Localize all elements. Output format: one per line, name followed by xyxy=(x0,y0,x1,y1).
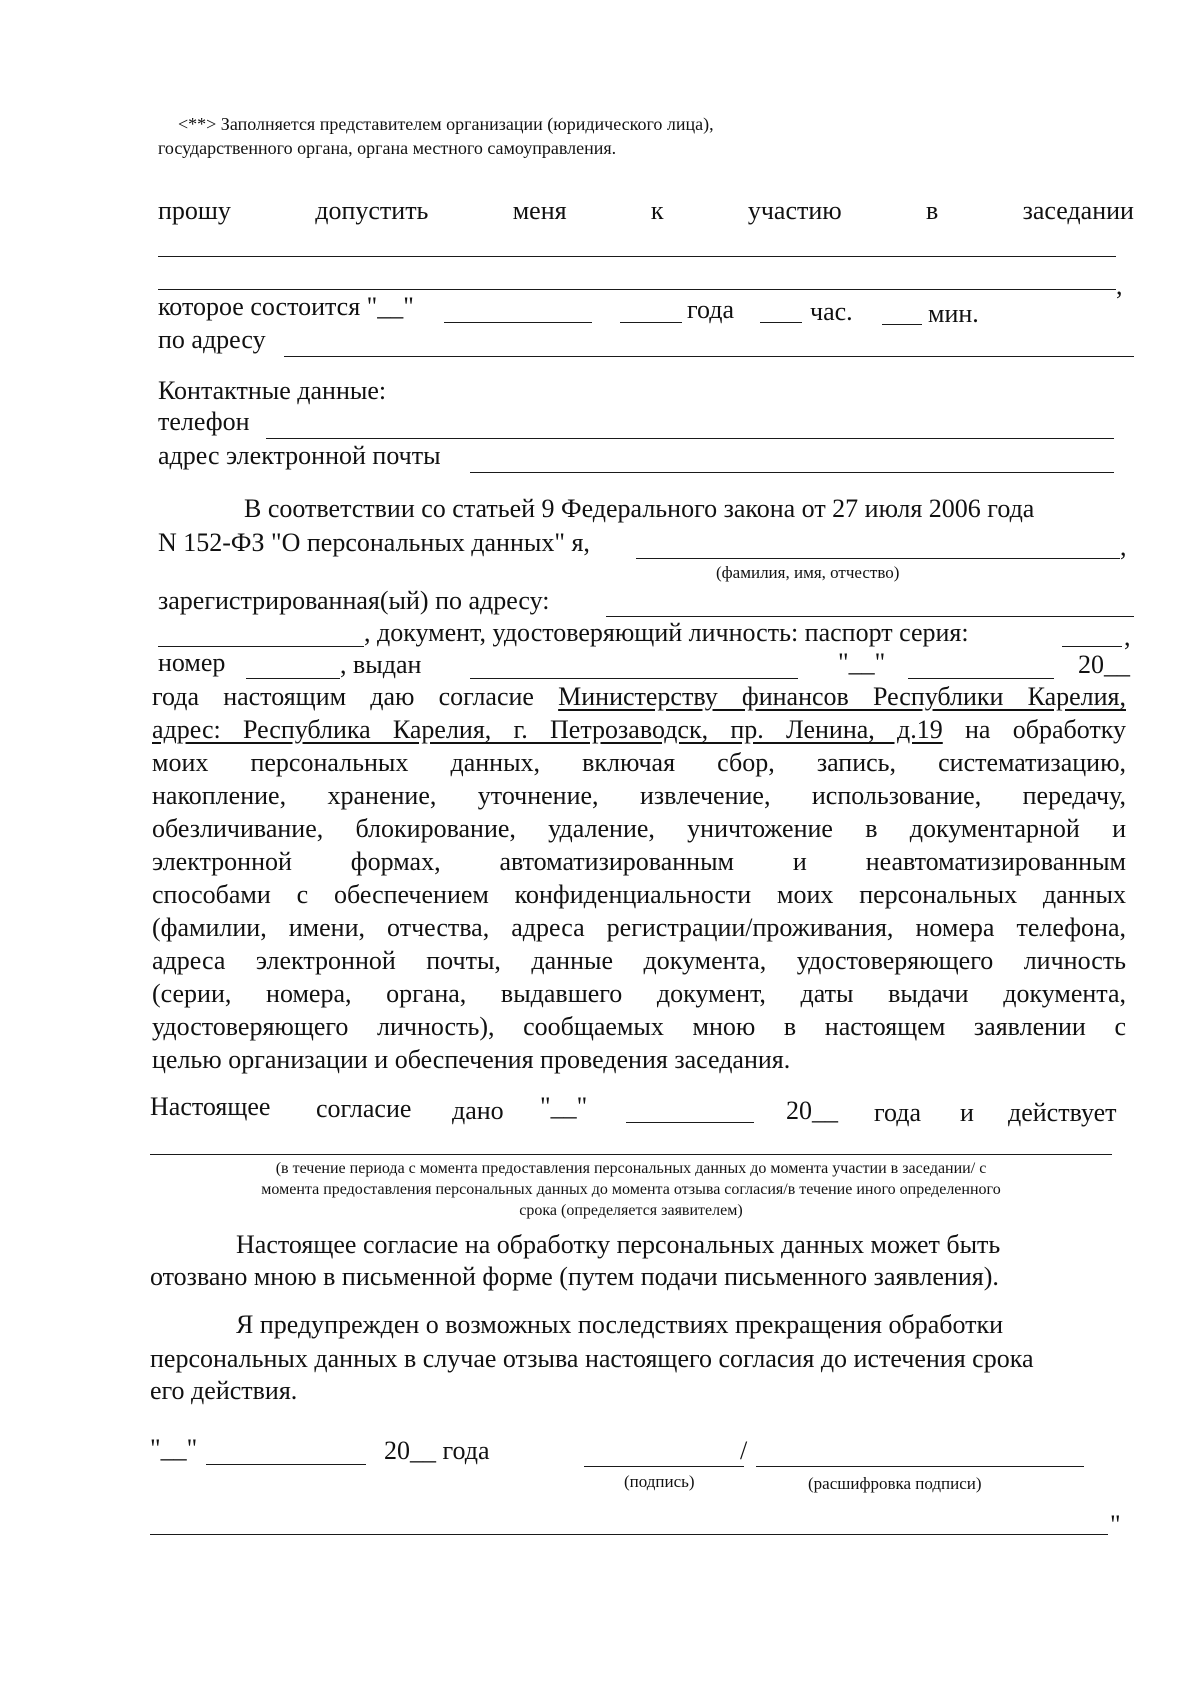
validity-word: года xyxy=(874,1098,922,1127)
validity-caption-2: момента предоставления персональных данных до момента отзыва согласия/в течение иного определенного xyxy=(261,1181,1001,1198)
validity-month-field[interactable] xyxy=(626,1122,754,1123)
doc-label: , документ, удостоверяющий личность: паспорт серия: xyxy=(364,618,969,647)
request-word: прошу xyxy=(158,196,231,225)
validity-word: действует xyxy=(1008,1098,1117,1127)
validity-caption-1: (в течение периода с момента предоставления персональных данных до момента участии в заседании/ с xyxy=(275,1160,987,1177)
held-month-field[interactable] xyxy=(444,322,592,323)
issue-month-field[interactable] xyxy=(908,678,1054,679)
validity-word: Настоящее xyxy=(150,1092,271,1121)
meeting-name-field-2[interactable] xyxy=(158,289,1116,290)
validity-year: 20__ xyxy=(786,1096,838,1125)
validity-word: дано xyxy=(452,1096,504,1125)
consent-body-line: адреса электронной почты, данные документа, удостоверяющего личность xyxy=(152,946,1126,975)
consent-text: года настоящим даю согласие xyxy=(152,682,559,711)
request-line xyxy=(158,196,1134,226)
signature-field[interactable] xyxy=(584,1466,744,1467)
validity-word: согласие xyxy=(316,1094,412,1123)
minute-label: мин. xyxy=(928,299,979,328)
warning-line-3: его действия. xyxy=(150,1376,298,1405)
request-word: в xyxy=(925,196,939,225)
signature-year: 20__ года xyxy=(384,1436,490,1465)
signature-decoding-field[interactable] xyxy=(756,1466,1084,1467)
number-label: номер xyxy=(158,648,226,677)
consent-line-ministry xyxy=(152,682,1126,712)
consent-line-2: N 152-ФЗ "О персональных данных" я, xyxy=(158,528,590,557)
phone-field[interactable] xyxy=(266,438,1114,439)
registered-label: зарегистрированная(ый) по адресу: xyxy=(158,586,550,615)
warning-line-2: персональных данных в случае отзыва настоящего согласия до истечения срока xyxy=(150,1344,1034,1373)
revoke-line-2: отозвано мною в письменной форме (путем подачи письменного заявления). xyxy=(150,1262,999,1291)
minute-field[interactable] xyxy=(882,324,922,325)
consent-body-line: (серии, номера, органа, выдавшего документ, даты выдачи документа, xyxy=(152,979,1126,1008)
email-label: адрес электронной почты xyxy=(158,441,441,470)
fio-caption: (фамилия, имя, отчество) xyxy=(716,563,900,582)
end-quote: " xyxy=(1110,1510,1121,1539)
issued-by-field[interactable] xyxy=(470,678,798,679)
year-label: года xyxy=(687,295,735,324)
email-field[interactable] xyxy=(470,472,1114,473)
sign-caption: (подпись) xyxy=(624,1472,695,1491)
passport-number-field[interactable] xyxy=(246,678,340,679)
signature-month-field[interactable] xyxy=(206,1464,366,1465)
consent-body-line: электронной формах, автоматизированным и неавтоматизированным xyxy=(152,847,1126,876)
slash: / xyxy=(740,1436,748,1465)
consent-body-line: моих персональных данных, включая сбор, запись, систематизацию, xyxy=(152,748,1126,777)
registration-field-2[interactable] xyxy=(158,646,364,647)
issued-label: , выдан xyxy=(340,650,422,679)
registration-field[interactable] xyxy=(606,616,1134,617)
footnote-line-2: государственного органа, органа местного самоуправления. xyxy=(158,138,617,158)
consent-line-address xyxy=(152,715,1126,745)
consent-body-line: способами с обеспечением конфиденциальности моих персональных данных xyxy=(152,880,1126,909)
passport-series-field[interactable] xyxy=(1062,646,1122,647)
decode-caption: (расшифровка подписи) xyxy=(808,1474,982,1493)
consent-body-line: удостоверяющего личность), сообщаемых мною в настоящем заявлении с xyxy=(152,1012,1126,1041)
closing-field[interactable] xyxy=(150,1534,1108,1535)
consent-text: на обработку xyxy=(942,715,1126,744)
issue-day: "__" xyxy=(838,648,886,677)
request-word: к xyxy=(650,196,664,225)
comma: , xyxy=(1116,271,1123,300)
request-word: заседании xyxy=(1022,196,1134,225)
consent-body-line: обезличивание, блокирование, удаление, уничтожение в документарной и xyxy=(152,814,1126,843)
revoke-line-1: Настоящее согласие на обработку персональных данных может быть xyxy=(236,1230,1001,1259)
contacts-title: Контактные данные: xyxy=(158,376,387,405)
comma: , xyxy=(1120,532,1127,561)
hour-field[interactable] xyxy=(760,322,802,323)
consent-line-1: В соответствии со статьей 9 Федерального закона от 27 июля 2006 года xyxy=(244,494,1035,523)
ministry-address: адрес: Республика Карелия, г. Петрозаводск, пр. Ленина, д.19 xyxy=(152,715,943,744)
validity-word: и xyxy=(960,1098,974,1127)
consent-body-line: накопление, хранение, уточнение, извлечение, использование, передачу, xyxy=(152,781,1126,810)
request-word: меня xyxy=(512,196,567,225)
address-label: по адресу xyxy=(158,325,266,354)
held-label: которое состоится "__" xyxy=(158,292,414,321)
request-word: участию xyxy=(747,196,842,225)
meeting-name-field-1[interactable] xyxy=(158,256,1116,257)
consent-body-line: (фамилии, имени, отчества, адреса регистрации/проживания, номера телефона, xyxy=(152,913,1126,942)
warning-line-1: Я предупрежден о возможных последствиях прекращения обработки xyxy=(236,1310,1004,1339)
issue-year: 20__ xyxy=(1078,650,1130,679)
request-word: допустить xyxy=(315,196,429,225)
validity-day: "__" xyxy=(540,1092,588,1121)
validity-period-field[interactable] xyxy=(150,1154,1112,1155)
validity-caption-3: срока (определяется заявителем) xyxy=(519,1202,743,1219)
comma: , xyxy=(1124,622,1131,651)
held-year-field[interactable] xyxy=(620,322,682,323)
footnote-line-1: <**> Заполняется представителем организации (юридического лица), xyxy=(178,114,714,134)
hour-label: час. xyxy=(810,297,853,326)
phone-label: телефон xyxy=(158,407,250,436)
consent-last-line: целью организации и обеспечения проведения заседания. xyxy=(152,1045,791,1074)
address-field[interactable] xyxy=(284,356,1134,357)
signature-day: "__" xyxy=(150,1434,198,1463)
ministry-name: Министерству финансов Республики Карелия, xyxy=(558,682,1126,711)
fio-field[interactable] xyxy=(636,558,1120,559)
